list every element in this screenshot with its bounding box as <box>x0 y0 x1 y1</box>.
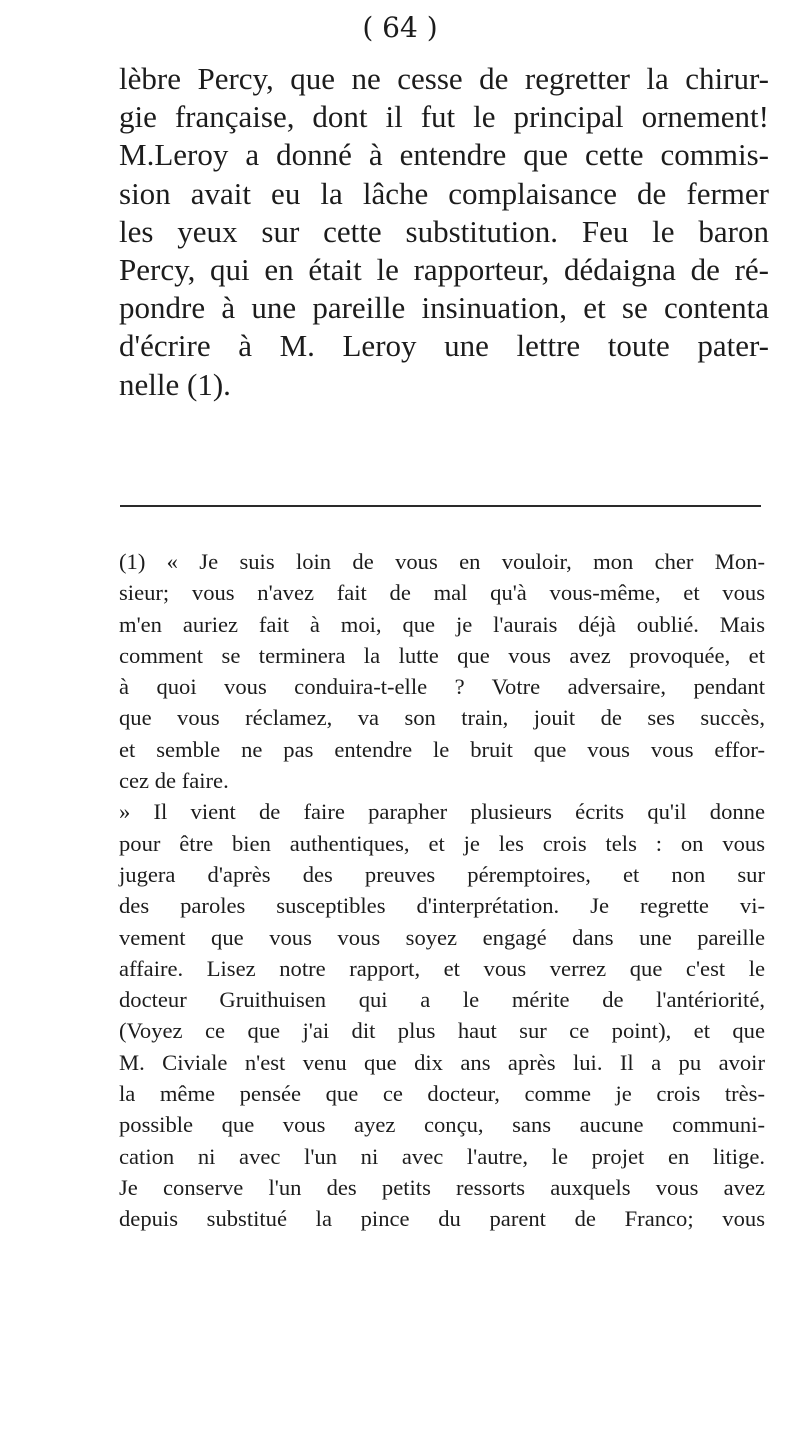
footnote-line: M. Civiale n'est venu que dix ans après lui. Il a pu avoir <box>119 1049 765 1075</box>
main-text-line: sion avait eu la lâche complaisance de fermer <box>119 175 769 211</box>
footnote-line: que vous réclamez, va son train, jouit de ses succès, <box>119 705 765 731</box>
footnote-line: possible que vous ayez conçu, sans aucune communi- <box>119 1112 765 1138</box>
footnote-line: cez de faire. <box>119 768 229 794</box>
main-text-block <box>119 60 769 404</box>
footnote-line: sieur; vous n'avez fait de mal qu'à vous-même, et vous <box>119 580 765 606</box>
main-text-line: pondre à une pareille insinuation, et se contenta <box>119 290 769 326</box>
footnote-line: à quoi vous conduira-t-elle ? Votre adversaire, pendant <box>119 674 765 700</box>
footnote-line: » Il vient de faire parapher plusieurs écrits qu'il donne <box>119 799 765 825</box>
main-text-line: Percy, qui en était le rapporteur, dédaigna de ré- <box>119 252 769 288</box>
footnote-line: vement que vous vous soyez engagé dans une pareille <box>119 924 765 950</box>
main-text-line: les yeux sur cette substitution. Feu le baron <box>119 213 769 249</box>
footnote-block <box>119 546 765 1235</box>
main-text-line: gie française, dont il fut le principal ornement! <box>119 99 769 135</box>
footnote-line: m'en auriez fait à moi, que je l'aurais déjà oublié. Mais <box>119 611 765 637</box>
main-text-line: d'écrire à M. Leroy une lettre toute pater- <box>119 328 769 364</box>
footnote-line: (1) « Je suis loin de vous en vouloir, mon cher Mon- <box>119 549 765 574</box>
footnote-line: la même pensée que ce docteur, comme je crois très- <box>119 1081 765 1107</box>
main-text-line: M.Leroy a donné à entendre que cette commis- <box>119 137 769 173</box>
footnote-line: depuis substitué la pince du parent de Franco; vous <box>119 1206 765 1232</box>
main-text-line: lèbre Percy, que ne cesse de regretter la chirur- <box>119 61 769 96</box>
footnote-line: (Voyez ce que j'ai dit plus haut sur ce point), et que <box>119 1018 765 1044</box>
page-number: ( 64 ) <box>362 11 438 44</box>
footnote-line: Je conserve l'un des petits ressorts auxquels vous avez <box>119 1174 765 1200</box>
footnote-line: cation ni avec l'un ni avec l'autre, le projet en litige. <box>119 1143 765 1169</box>
footnote-line: et semble ne pas entendre le bruit que vous vous effor- <box>119 736 765 762</box>
footnote-line: pour être bien authentiques, et je les crois tels : on vous <box>119 830 765 856</box>
main-text-line: nelle (1). <box>119 366 231 402</box>
footnote-line: docteur Gruithuisen qui a le mérite de l'antériorité, <box>119 987 765 1013</box>
footnote-line: jugera d'après des preuves péremptoires, et non sur <box>119 861 765 887</box>
footnote-line: affaire. Lisez notre rapport, et vous verrez que c'est le <box>119 955 765 981</box>
footnote-line: des paroles susceptibles d'interprétation. Je regrette vi- <box>119 893 765 919</box>
footnote-separator <box>120 505 761 507</box>
footnote-line: comment se terminera la lutte que vous avez provoquée, et <box>119 642 765 668</box>
